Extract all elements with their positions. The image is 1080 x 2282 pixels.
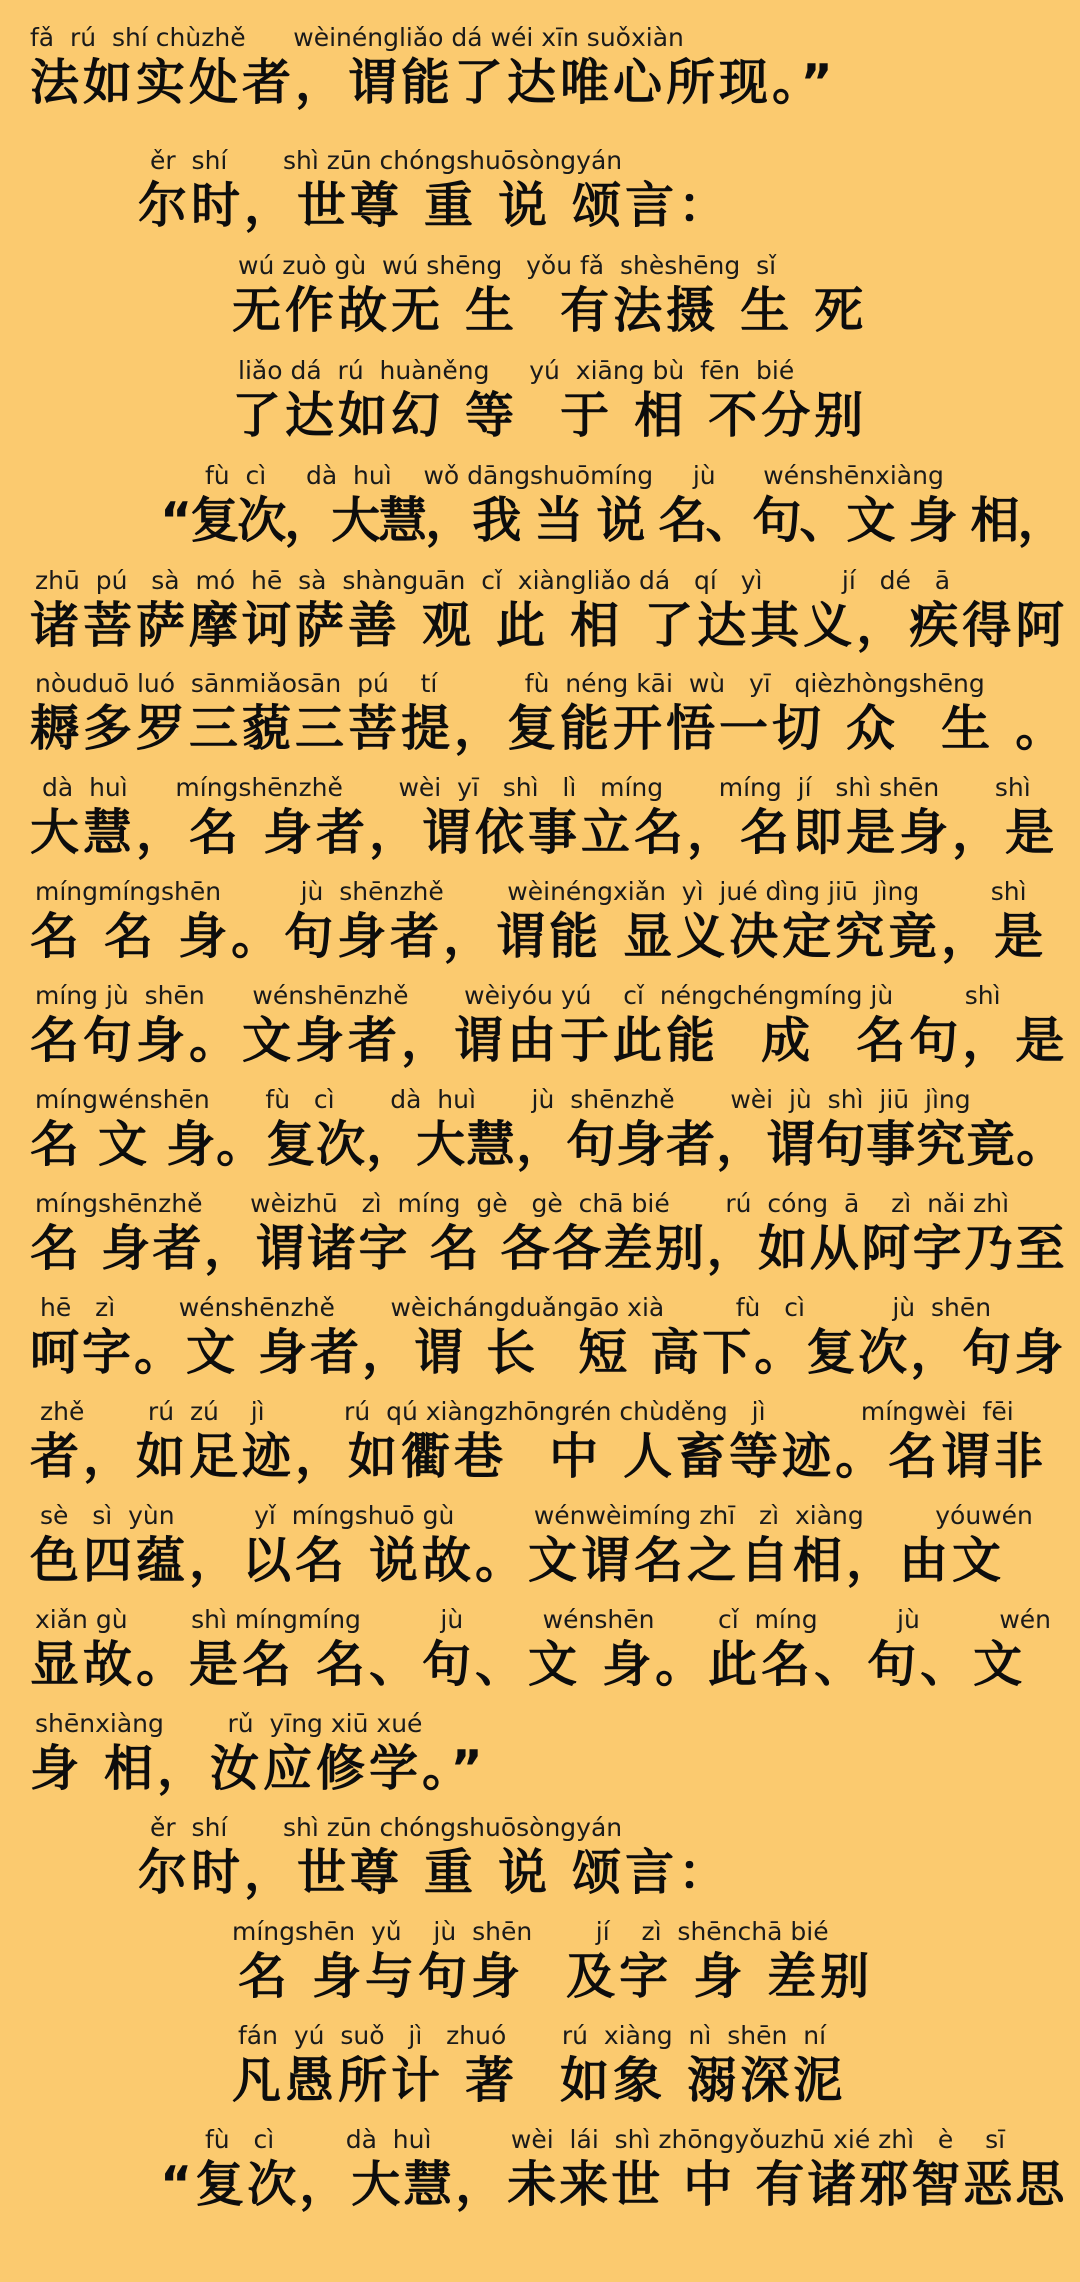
hanzi-row: 尔时，世尊 重 说 颂言： — [138, 177, 732, 234]
pinyin-row: liǎo dá rú huàněng yú xiāng bù fēn bié — [238, 356, 795, 385]
pinyin-row: nòuduō luó sānmiǎosān pú tí fù néng kāi wù yī qièzhòngshēng — [35, 669, 985, 698]
text-line-10 — [0, 1188, 1080, 1292]
pinyin-row: míngmíngshēn jù shēnzhě wèinéngxiǎn yì jué dìng jiū jìng shì — [35, 877, 1027, 906]
hanzi-row: 色四蕴，以名 说故。文谓名之自相，由文 — [30, 1532, 1006, 1589]
hanzi-row: 名 身与句身 及字 身 差别 — [238, 1948, 874, 2005]
hanzi-row: 显故。是名 名、句、文 身。此名、句、文 — [30, 1636, 1027, 1693]
hanzi-row: 名 文 身。复次，大慧，句身者，谓句事究竟。 — [30, 1116, 1067, 1173]
hanzi-row: 尔时，世尊 重 说 颂言： — [138, 1844, 732, 1901]
text-line-1 — [0, 22, 1080, 126]
pinyin-row: ěr shí shì zūn chóngshuōsòngyán — [150, 146, 623, 175]
pinyin-row: míngshēn yǔ jù shēn jí zì shēnchā bié — [232, 1917, 829, 1946]
text-line-9 — [0, 1084, 1080, 1188]
hanzi-row: 法如实处者，谓能了达唯心所现。” — [30, 54, 837, 111]
hanzi-row: 无作故无 生 有法摄 生 死 — [232, 282, 868, 339]
pinyin-row: zhū pú sà mó hē sà shànguān cǐ xiàngliǎo dá qí yì jí dé ā — [35, 566, 951, 595]
verse-line-4 — [0, 2020, 1080, 2124]
text-line-13 — [0, 1500, 1080, 1604]
pinyin-row: sè sì yùn yǐ míngshuō gù wénwèimíng zhī zì xiàng yóuwén — [40, 1501, 1033, 1530]
text-line-8 — [0, 980, 1080, 1084]
pinyin-row: hē zì wénshēnzhě wèichángduǎngāo xià fù cì jù shēn — [40, 1293, 992, 1322]
text-line-5 — [0, 668, 1080, 772]
verse-line-2 — [0, 355, 1080, 459]
hanzi-row: 呵字。文 身者，谓 长 短 高下。复次，句身 — [30, 1324, 1067, 1381]
pinyin-row: xiǎn gù shì míngmíng jù wénshēn cǐ míng jù wén — [35, 1605, 1051, 1634]
pinyin-row: shēnxiàng rǔ yīng xiū xué — [35, 1709, 423, 1738]
pinyin-row: dà huì míngshēnzhě wèi yī shì lì míng míng jí shì shēn shì — [42, 773, 1031, 802]
text-line-17 — [0, 2124, 1080, 2228]
text-line-2 — [0, 145, 1080, 249]
pinyin-row: ěr shí shì zūn chóngshuōsòngyán — [150, 1813, 623, 1842]
hanzi-row: 名 身者，谓诸字 名 各各差别，如从阿字乃至 — [30, 1220, 1068, 1277]
text-line-4 — [0, 565, 1080, 669]
pinyin-row: míngwénshēn fù cì dà huì jù shēnzhě wèi jù shì jiū jìng — [35, 1085, 971, 1114]
hanzi-row: 名句身。文身者，谓由于此能 成 名句，是 — [30, 1012, 1069, 1069]
hanzi-row: 凡愚所计 著 如象 溺深泥 — [232, 2052, 847, 2109]
hanzi-row: 名 名 身。句身者，谓能 显义决定究竟，是 — [30, 908, 1048, 965]
hanzi-row: “复次，大慧，未来世 中 有诸邪智恶思 — [160, 2156, 1068, 2213]
text-line-11 — [0, 1292, 1080, 1396]
hanzi-row: “复次，大慧，我 当 说 名、句、文 身 相， — [160, 492, 1065, 549]
pinyin-row: zhě rú zú jì rú qú xiàngzhōngrén chùděng jì míngwèi fēi — [40, 1397, 1014, 1426]
hanzi-row: 大慧，名 身者，谓依事立名，名即是身，是 — [30, 804, 1059, 861]
text-line-12 — [0, 1396, 1080, 1500]
pinyin-row: fù cì dà huì wèi lái shì zhōngyǒuzhū xié zhì è sī — [205, 2125, 1006, 2154]
pinyin-row: míngshēnzhě wèizhū zì míng gè gè chā bié rú cóng ā zì nǎi zhì — [35, 1189, 1010, 1218]
pinyin-row: fù cì dà huì wǒ dāngshuōmíng jù wénshēnxiàng — [205, 461, 944, 490]
text-line-14 — [0, 1604, 1080, 1708]
pinyin-row: fán yú suǒ jì zhuó rú xiàng nì shēn ní — [238, 2021, 827, 2050]
hanzi-row: 者，如足迹，如衢巷 中 人畜等迹。名谓非 — [30, 1428, 1048, 1485]
text-line-16 — [0, 1812, 1080, 1916]
hanzi-row: 耨多罗三藐三菩提，复能开悟一切 众 生 。 — [30, 700, 1069, 757]
text-line-15 — [0, 1708, 1080, 1812]
pinyin-row: fǎ rú shí chùzhě wèinéngliǎo dá wéi xīn suǒxiàn — [30, 23, 684, 52]
verse-line-3 — [0, 1916, 1080, 2020]
pinyin-row: wú zuò gù wú shēng yǒu fǎ shèshēng sǐ — [238, 251, 777, 280]
hanzi-row: 诸菩萨摩诃萨善 观 此 相 了达其义，疾得阿 — [30, 597, 1069, 654]
hanzi-row: 了达如幻 等 于 相 不分别 — [232, 387, 868, 444]
text-line-3 — [0, 460, 1080, 564]
hanzi-row: 身 相，汝应修学。” — [30, 1740, 487, 1797]
pinyin-row: míng jù shēn wénshēnzhě wèiyóu yú cǐ néngchéngmíng jù shì — [35, 981, 1001, 1010]
verse-line-1 — [0, 250, 1080, 354]
text-line-6 — [0, 772, 1080, 876]
text-line-7 — [0, 876, 1080, 980]
